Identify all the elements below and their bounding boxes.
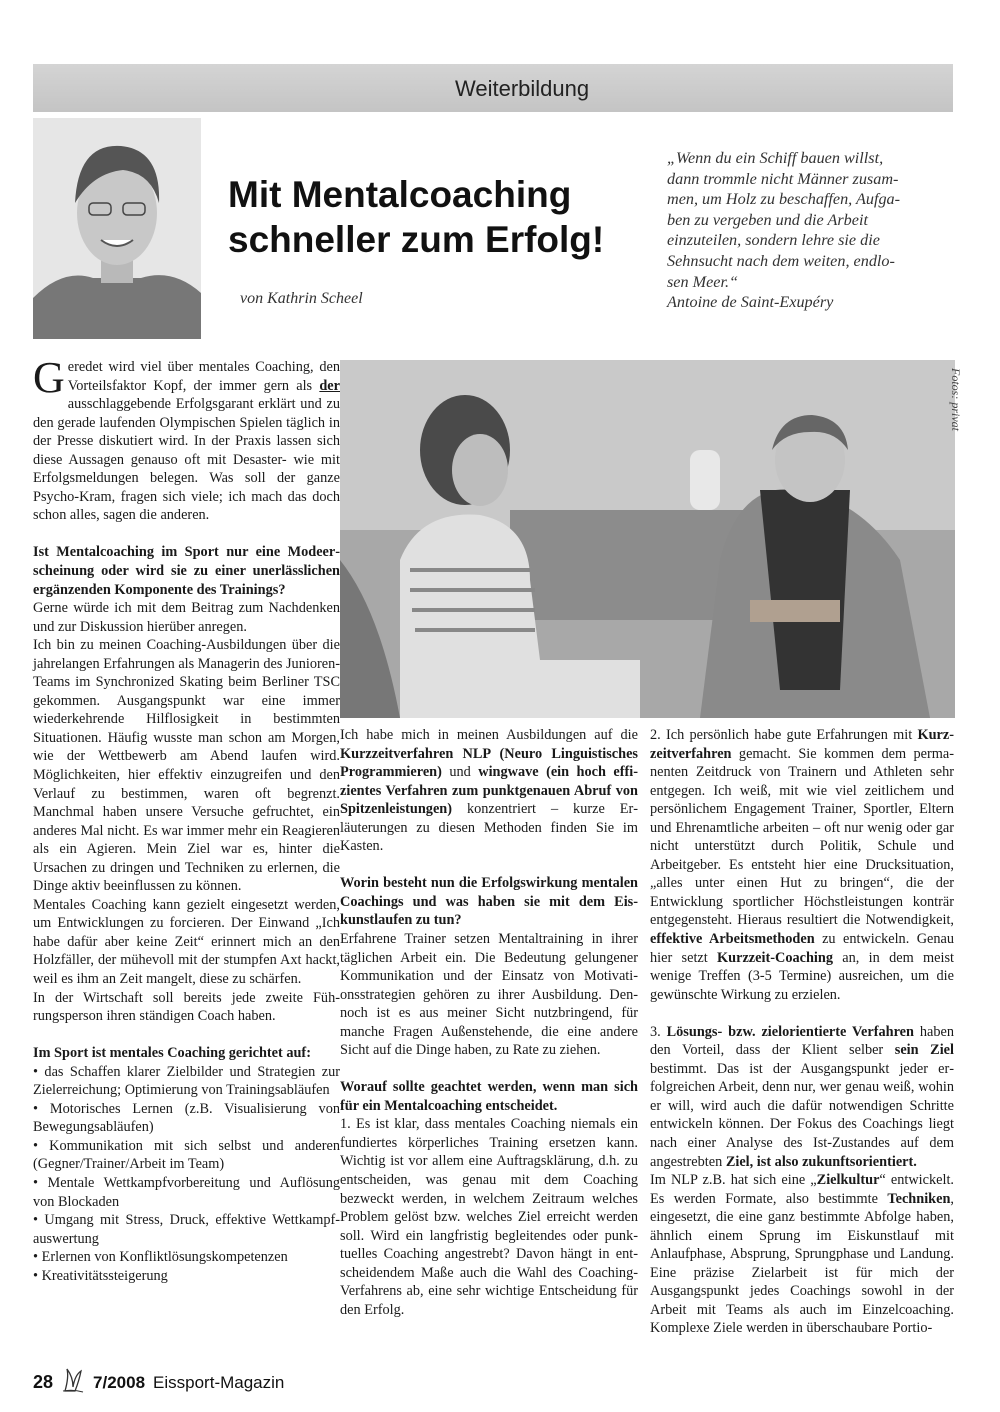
text-run: Mentales Coaching kann gezielt eingesetzt werden, um Entwicklungen zu forcieren. Der Einwand „Ich habe dafür aber keine Zeit“ erinnert mich an den Holzfäller, der mühevoll mit der stumpfen Axt hackt, weil es ihm an Zeit mangelt, diese zu schärfen.: [33, 896, 340, 987]
article-photo: [340, 360, 955, 718]
bold-text: Ist Mentalcoaching im Sport nur eine Modeerscheinung oder wird sie zu einer unerlässlichen ergänzenden Komponente des Trainings?: [33, 544, 340, 598]
article-column-1: [33, 353, 340, 1285]
bold-text: Kurzzeitverfahren NLP (Neuro Linguistisches Programmieren): [340, 745, 638, 781]
paragraph: [340, 874, 638, 930]
quote-line: einzuteilen, sondern lehre sie die: [667, 231, 880, 250]
bold-text: Ziel, ist also zukunftsorientiert.: [725, 1153, 917, 1170]
pull-quote: [667, 148, 967, 313]
text-run: • Erlernen von Konfliktlösungskompetenzen: [33, 1249, 288, 1266]
page-footer: [33, 1367, 284, 1398]
paragraph: [340, 930, 638, 1060]
text-run: Gerne würde ich mit dem Beitrag zum Nachdenken und zur Diskussion hierüber anregen.: [33, 600, 340, 635]
section-title: Weiterbildung: [455, 76, 590, 101]
paragraph: [650, 726, 954, 1004]
quote-line: ben zu vergeben und die Arbeit: [667, 210, 868, 229]
page-number: 28: [33, 1372, 54, 1392]
text-run: 3.: [650, 1023, 667, 1040]
text-run: haben den Vorteil, dass der Klient selber: [650, 1023, 955, 1059]
paragraph: [33, 543, 340, 599]
text-run: 2. Ich persönlich habe gute Erfahrungen mit: [650, 727, 918, 743]
bold-text: Worauf sollte geachtet werden, wenn man sich für ein Mentalcoaching entscheidet.: [340, 1079, 638, 1114]
bold-text: Im Sport ist mentales Coaching gerichtet auf:: [33, 1045, 311, 1062]
quote-line: sen Meer.“: [667, 272, 739, 291]
paragraph: [33, 1063, 340, 1100]
magazine-logo-icon: [61, 1367, 85, 1398]
text-run: bestimmt. Das ist der Ausgangspunkt jeder erfolgreichen Arbeit, denn nur, wer genau weiß, wohin er will, wird auch die dafür notwendigen Schritte entwickeln können. Der Fokus des Coachings liegt nach einer Analyse des Ist-Zustandes auf dem angestrebten: [650, 1060, 954, 1170]
quote-line: Sehnsucht nach dem weiten, endlo-: [667, 251, 895, 270]
headline-line: schneller zum Erfolg!: [228, 219, 605, 260]
article-column-3: [650, 726, 954, 1338]
paragraph: [33, 636, 340, 896]
text-run: , eingesetzt, die eine ganz bestimmte Abfolge haben, ähnlich einem Sprung im Eiskunstlauf mit Anlaufphase, Absprung, Sprungphase und Landung. Eine präzise Zielarbeit ist für mich der Ausgangspunkt jedes Coachings sowohl in der Arbeit mit Teams als auch im Einzelcoaching. Komplexe Ziele werden in überschaubare Portio-: [650, 1190, 954, 1337]
text-run: konzentriert – kurze Erläuterungen zu diesen Methoden finden Sie im Kasten.: [340, 801, 638, 855]
text-run: Ich bin zu meinen Coaching-Ausbildungen über die jahrelangen Erfahrungen als Managerin des Junioren-Teams im Synchronized Skating beim Berliner TSC gekommen. Ausgangspunkt war eine immer wiederkehrende Hilflosigkeit in bestimmten Situationen. Häufig wusste man schon am Morgen, wie der Wettbewerb am Abend laufen wird. Möglichkeiten, hier effektiv einzugreifen und den Verlauf zu bestimmen, waren oft begrenzt. Manchmal haben unsere Versuche gefruchtet, ein anderes Mal nicht. Es war immer mehr ein Reagieren als ein Agieren. Mein Ziel war es, hinter die Ursachen zu dringen und Techniken zu erlernen, die Dinge aktiv beeinflussen zu können.: [33, 637, 340, 895]
drop-cap: G: [33, 353, 65, 402]
headline-line: Mit Mentalcoaching: [228, 174, 572, 215]
paragraph: [33, 989, 340, 1026]
text-run: zu entwickeln. Genau hier setzt: [650, 931, 955, 966]
text-run: an, in dem meist wenige Treffen (3-5 Termine) ausreichen, um die gewünschte Wirkung zu erzielen.: [650, 949, 955, 1003]
text-run: Erfahrene Trainer setzen Mentaltraining in ihrer täglichen Arbeit ein. Die Bedeutung gelungener Kommunikation und der Einsatz von Motivationsstrategien gehören zu ihrer Ausbildung. Dennoch ist es aus meiner Sicht nutzbringend, für manche Fragen Außenstehende, die eine andere Sicht auf die Dinge haben, zu Rate zu ziehen.: [340, 930, 638, 1059]
text-run: • Kommunikation mit sich selbst und anderen (Gegner/Trainer/Arbeit im Team): [33, 1137, 340, 1173]
text-run: 1. Es ist klar, dass mentales Coaching niemals ein fundiertes körperliches Training ersetzen kann. Wichtig ist vor allem eine Auftragsklärung, d.h. zu entscheiden, was genau mit dem Coaching bezweckt werden, in welchem Zeitraum welches Problem gelöst bzw. welches Ziel erreicht werden soll. Wird ein langfristig begleitendes oder punktuelles Coaching angestrebt? Davon hängt in entscheidendem Maße auch die Wahl des Coaching-Verfahrens ab, eine sehr wichtige Entscheidung für den Erfolg.: [340, 1116, 638, 1318]
quote-line: men, um Holz zu beschaffen, Aufga-: [667, 190, 901, 209]
text-run: • Kreativitätssteigerung: [33, 1267, 168, 1284]
magazine-name: Eissport-Magazin: [153, 1372, 285, 1392]
paragraph: [33, 1211, 340, 1248]
text-run: • Umgang mit Stress, Druck, effektive Wettkampfauswertung: [33, 1212, 340, 1247]
photo-credit: Fotos: privat: [949, 368, 963, 431]
paragraph: [33, 896, 340, 989]
byline: von Kathrin Scheel: [240, 290, 363, 307]
paragraph: [33, 1137, 340, 1174]
paragraph: [340, 726, 638, 856]
author-portrait: [33, 118, 201, 339]
paragraph: [33, 1044, 340, 1063]
text-run: und: [441, 764, 479, 781]
text-run: Ich habe mich in meinen Ausbildungen auf die: [340, 727, 638, 743]
paragraph: [33, 1248, 340, 1267]
paragraph: [33, 1267, 340, 1286]
text-run: In der Wirtschaft soll bereits jede zweite Führungsperson ihren ständigen Coach haben.: [33, 989, 340, 1025]
bold-text: Kurzzeitverfahren: [650, 727, 954, 762]
bold-text: der: [319, 377, 340, 394]
text-run: • Motorisches Lernen (z.B. Visualisierung von Bewegungsabläufen): [33, 1100, 340, 1136]
text-run: eredet wird viel über mentales Coaching, den Vorteilsfaktor Kopf, der immer gern als: [67, 359, 340, 394]
text-run: ausschlaggebende Erfolgsgarant erklärt und zu den gerade laufenden Olympischen Spielen täglich in der Presse diskutiert wird. In der Praxis lassen sich diese Aussagen genauso oft mit Desaster- wie mit Erfolgsmeldungen belegen. Was soll der ganze Psycho-Kram, fragen sich viele; ich mach das doch schon alles, sagen die anderen.: [33, 396, 340, 524]
text-run: Im NLP z.B. hat sich eine „: [650, 1172, 817, 1189]
bold-text: wingwave (ein hoch effizientes Verfahren zum punktgenauen Abruf von Spitzenleistungen): [340, 764, 638, 818]
quote-line: dann trommle nicht Männer zusam-: [667, 169, 899, 188]
paragraph: [340, 1078, 638, 1115]
quote-author: Antoine de Saint-Exupéry: [667, 293, 834, 312]
bold-text: Lösungs- bzw. zielorientierte Verfahren: [666, 1023, 914, 1040]
paragraph: [340, 1115, 638, 1319]
issue-number: 7/2008: [93, 1372, 146, 1392]
paragraph: [33, 1174, 340, 1211]
paragraph: [33, 353, 340, 525]
article-headline: [228, 172, 648, 262]
bold-text: sein Ziel: [894, 1042, 954, 1059]
text-run: gemacht. Sie kommen dem permanenten Zeitdruck von Trainern und Athleten sehr entgegen. Ich weiß, mit wie viel zeitlichem und persönlichem Engagement Trainer, Sportler, Eltern und Ehrenamtliche arbeiten – oft nur wenig oder gar nicht unterstützt durch Politik, Schule und Arbeitgeber. Es entsteht hier eine Drucksituation, „alles unter einen Hut zu bringen“, die der Entwicklung sportlicher Höchstleistungen konträr entgegensteht. Hieraus resultiert die Notwendigkeit,: [650, 745, 954, 929]
paragraph: [650, 1171, 954, 1338]
bold-text: Zielkultur: [816, 1172, 880, 1189]
text-run: • das Schaffen klarer Zielbilder und Strategien zur Zielerreichung; Optimierung von Trainingsabläufen: [33, 1063, 340, 1099]
quote-line: „Wenn du ein Schiff bauen willst,: [667, 149, 884, 167]
text-run: “ entwickelt. Es werden Formate, also bestimmte: [650, 1172, 954, 1207]
article-column-2: [340, 726, 638, 1319]
text-run: • Mentale Wettkampfvorbereitung und Auflösung von Blockaden: [33, 1174, 340, 1210]
bold-text: effektive Arbeitsmethoden: [650, 931, 815, 948]
bold-text: Worin besteht nun die Erfolgswirkung mentalen Coachings und was haben sie mit dem Eiskunstlaufen zu tun?: [340, 875, 638, 929]
bold-text: Kurzzeit-Coaching: [717, 949, 833, 966]
bold-text: Techniken: [887, 1190, 951, 1207]
paragraph: [33, 1100, 340, 1137]
paragraph: [650, 1023, 954, 1171]
paragraph: [33, 599, 340, 636]
